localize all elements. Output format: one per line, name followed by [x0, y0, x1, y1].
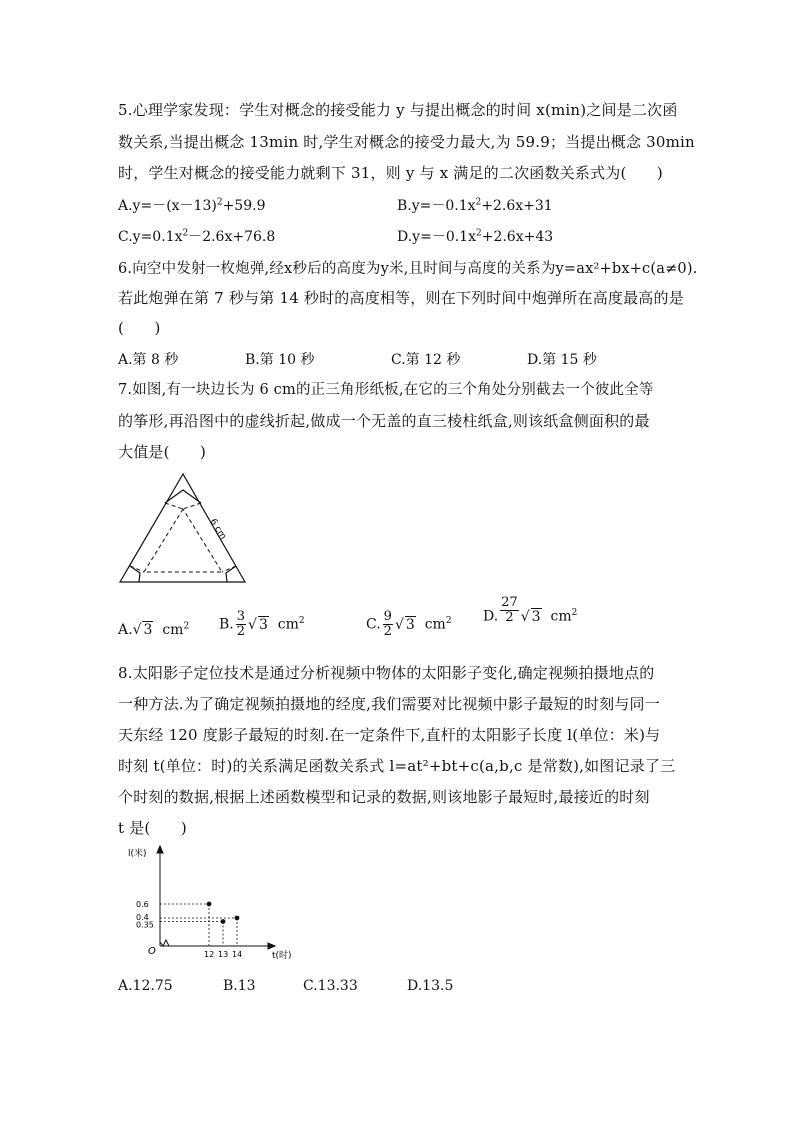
- q8-line-5: 个时刻的数据,根据上述函数模型和记录的数据,则该地影子最短时,最接近的时刻: [118, 788, 650, 806]
- y-tick-label-0: 0.6: [136, 900, 149, 909]
- data-point-2: [235, 916, 240, 921]
- q5-option-d-text: D.y=－0.1x: [397, 229, 476, 245]
- left-kite-cut: [130, 566, 140, 582]
- q7-option-a-unit: cm: [162, 622, 184, 638]
- q8-option-a[interactable]: A.12.75: [118, 978, 173, 994]
- q7-option-c-prefix: C.: [366, 616, 381, 633]
- side-length-label: 6 cm: [207, 517, 228, 542]
- x-tick-label-0: 12: [204, 950, 215, 959]
- q8-option-b[interactable]: B.13: [223, 978, 256, 994]
- sqrt-symbol: √ 3: [248, 616, 268, 633]
- axis-break: [160, 940, 169, 946]
- fraction: $\frac{3}{2}$: [236, 609, 246, 639]
- q7-option-c-unit: cm: [424, 616, 446, 633]
- q5-option-a-exp: 2: [216, 197, 223, 208]
- sqrt-symbol: √ 3: [394, 616, 415, 633]
- q6-option-a[interactable]: A.第 8 秒: [118, 352, 179, 368]
- y-axis-arrow: [157, 846, 163, 853]
- q5-option-d-exp: 2: [475, 228, 482, 239]
- q8-option-c[interactable]: C.13.33: [303, 978, 358, 994]
- q8-line-3: 天东经 120 度影子最短的时刻.在一定条件下,直杆的太阳影子长度 l(单位：米)与: [118, 726, 661, 744]
- q5-option-b-exp: 2: [475, 197, 482, 208]
- q8-line-1: 8.太阳影子定位技术是通过分析视频中物体的太阳影子变化,确定视频拍摄地点的: [118, 664, 655, 682]
- q5-option-b-tail: +2.6x+31: [481, 198, 553, 214]
- right-kite-cut: [226, 566, 236, 582]
- q7-option-b-prefix: B.: [219, 616, 234, 633]
- q5-line-2: 数关系,当提出概念 13min 时,学生对概念的接受力最大,为 59.9；当提出概念 30min: [118, 133, 695, 151]
- shadow-length-chart: [120, 840, 300, 965]
- q5-line-3: 时，学生对概念的接受能力就剩下 31，则 y 与 x 满足的二次函数关系式为( ): [118, 164, 663, 182]
- q7-option-a-prefix: A.: [118, 622, 133, 638]
- q6-line-2: 若此炮弹在第 7 秒与第 14 秒时的高度相等，则在下列时间中炮弹所在高度最高的是: [118, 289, 684, 307]
- q8-line-4: 时刻 t(单位：时)的关系满足函数关系式 l=at²+bt+c(a,b,c 是常数),如图记录了三: [118, 757, 676, 775]
- q5-line-1: 5.心理学家发现：学生对概念的接受能力 y 与提出概念的时间 x(min)之间是二次函: [118, 101, 678, 119]
- x-tick-label-1: 13: [218, 950, 229, 959]
- q6-option-c[interactable]: C.第 12 秒: [391, 352, 461, 368]
- q7-option-b-unit: cm: [277, 616, 299, 633]
- q7-option-d[interactable]: D. $\frac{27}{2}$ √ 3 $cm^2$: [483, 595, 578, 625]
- q7-line-2: 的筝形,再沿图中的虚线折起,做成一个无盖的直三棱柱纸盒,则该纸盒侧面积的最: [118, 412, 650, 430]
- q7-option-c[interactable]: C. $\frac{9}{2}$ √ 3 $cm^2$: [366, 609, 452, 639]
- q6-line-1: 6.向空中发射一枚炮弹,经x秒后的高度为y米,且时间与高度的关系为y=ax²+bx+c(a≠0).: [118, 261, 698, 277]
- q7-line-1: 7.如图,有一块边长为 6 cm的正三角形纸板,在它的三个角处分别截去一个彼此全等: [118, 382, 654, 398]
- x-tick-label-2: 14: [232, 950, 243, 959]
- x-axis-label: t(时): [272, 951, 292, 961]
- q7-option-d-unit: cm: [550, 608, 572, 625]
- q5-option-b-text: B.y=－0.1x: [397, 198, 476, 214]
- origin-label: O: [148, 946, 156, 957]
- q7-option-b[interactable]: B. $\frac{3}{2}$ √ 3 $cm^2$: [219, 609, 305, 639]
- q7-option-a[interactable]: A.√ 3 $cm^2$: [118, 621, 190, 638]
- q8-option-d[interactable]: D.13.5: [407, 978, 454, 994]
- y-tick-label-1: 0.35: [136, 920, 154, 930]
- fold-lines: [144, 509, 222, 572]
- sqrt-symbol: √ 3: [520, 608, 541, 625]
- q5-option-a-text: A.y=－(x－13): [118, 198, 217, 214]
- q6-option-d[interactable]: D.第 15 秒: [527, 352, 597, 368]
- y-axis-label: l(米): [128, 849, 147, 859]
- fraction: $\frac{27}{2}$: [501, 595, 518, 625]
- x-axis-arrow: [268, 943, 275, 949]
- q6-line-3: ( ): [118, 319, 161, 337]
- q5-option-c-text: C.y=0.1x: [118, 229, 183, 245]
- y-tick-label-2: 0.4: [136, 913, 149, 922]
- q6-option-b[interactable]: B.第 10 秒: [245, 352, 315, 368]
- data-point-0: [207, 902, 212, 907]
- q5-option-d-tail: +2.6x+43: [481, 229, 554, 245]
- q5-option-c-exp: 2: [182, 228, 189, 239]
- sqrt-symbol: √ 3: [132, 622, 153, 638]
- data-point-1: [221, 919, 226, 924]
- fraction: $\frac{9}{2}$: [383, 609, 392, 639]
- q7-line-3: 大值是( ): [118, 443, 207, 461]
- q7-option-d-prefix: D.: [483, 608, 499, 625]
- q8-line-6: t 是( ): [118, 819, 187, 837]
- q5-option-a-tail: +59.9: [222, 198, 266, 214]
- q8-line-2: 一种方法.为了确定视频拍摄地的经度,我们需要对比视频中影子最短的时刻与同一: [118, 695, 660, 713]
- q5-option-c-tail: －2.6x+76.8: [188, 229, 276, 245]
